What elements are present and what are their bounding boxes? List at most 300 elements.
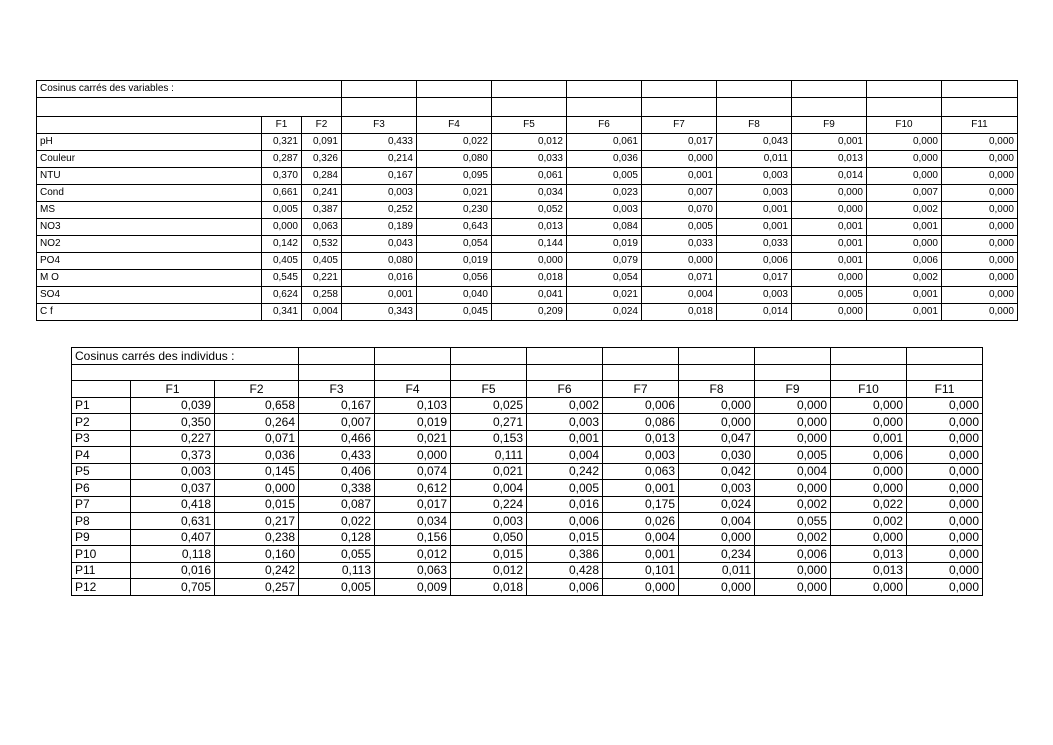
value-cell: 0,000 [375,447,451,464]
table-row [37,270,1018,287]
value-cell: 0,001 [792,253,867,270]
value-cell: 0,005 [262,202,302,219]
value-cell: 0,079 [567,253,642,270]
value-cell: 0,055 [755,513,831,530]
value-cell: 0,189 [342,219,417,236]
value-cell: 0,003 [342,185,417,202]
value-cell: 0,101 [603,562,679,579]
value-cell: 0,080 [342,253,417,270]
empty-cell [342,81,417,98]
value-cell: 0,433 [299,447,375,464]
value-cell: 0,006 [867,253,942,270]
value-cell: 0,061 [492,168,567,185]
value-cell: 0,007 [299,414,375,431]
value-cell: 0,000 [831,397,907,414]
empty-cell [527,364,603,381]
title-row [37,81,1018,98]
value-cell: 0,034 [492,185,567,202]
table-row [72,562,983,579]
value-cell: 0,002 [867,202,942,219]
row-label: P11 [72,562,131,579]
title-row [72,348,983,365]
value-cell: 0,012 [451,562,527,579]
value-cell: 0,631 [131,513,215,530]
table-row [72,496,983,513]
value-cell: 0,061 [567,134,642,151]
value-cell: 0,022 [299,513,375,530]
value-cell: 0,014 [717,304,792,321]
column-header: F5 [492,117,567,134]
value-cell: 0,002 [755,496,831,513]
table-row [37,134,1018,151]
row-label: P1 [72,397,131,414]
value-cell: 0,407 [131,529,215,546]
value-cell: 0,026 [603,513,679,530]
value-cell: 0,001 [717,219,792,236]
value-cell: 0,209 [492,304,567,321]
value-cell: 0,000 [755,430,831,447]
value-cell: 0,015 [527,529,603,546]
value-cell: 0,221 [302,270,342,287]
value-cell: 0,022 [831,496,907,513]
value-cell: 0,042 [679,463,755,480]
empty-cell [417,98,492,117]
empty-cell [603,348,679,365]
value-cell: 0,070 [642,202,717,219]
row-label: P6 [72,480,131,497]
value-cell: 0,040 [417,287,492,304]
value-cell: 0,006 [527,579,603,596]
empty-cell [342,98,417,117]
value-cell: 0,018 [451,579,527,596]
empty-cell [451,364,527,381]
value-cell: 0,000 [679,529,755,546]
value-cell: 0,047 [679,430,755,447]
value-cell: 0,015 [451,546,527,563]
value-cell: 0,018 [642,304,717,321]
column-header: F8 [679,381,755,398]
value-cell: 0,000 [907,529,983,546]
column-header: F3 [299,381,375,398]
value-cell: 0,214 [342,151,417,168]
value-cell: 0,167 [299,397,375,414]
row-label: MS [37,202,262,219]
value-cell: 0,003 [451,513,527,530]
value-cell: 0,080 [417,151,492,168]
table-row [37,287,1018,304]
value-cell: 0,091 [302,134,342,151]
value-cell: 0,612 [375,480,451,497]
value-cell: 0,241 [302,185,342,202]
value-cell: 0,063 [603,463,679,480]
value-cell: 0,055 [299,546,375,563]
empty-cell [299,348,375,365]
value-cell: 0,001 [642,168,717,185]
value-cell: 0,001 [792,236,867,253]
value-cell: 0,033 [492,151,567,168]
empty-cell [492,81,567,98]
value-cell: 0,258 [302,287,342,304]
header-row [72,381,983,398]
value-cell: 0,000 [867,168,942,185]
value-cell: 0,350 [131,414,215,431]
column-header: F5 [451,381,527,398]
value-cell: 0,054 [567,270,642,287]
value-cell: 0,000 [262,219,302,236]
empty-cell [642,81,717,98]
empty-cell [603,364,679,381]
value-cell: 0,013 [492,219,567,236]
value-cell: 0,017 [717,270,792,287]
row-label: P10 [72,546,131,563]
value-cell: 0,000 [942,219,1018,236]
value-cell: 0,000 [679,414,755,431]
value-cell: 0,023 [567,185,642,202]
row-label: P4 [72,447,131,464]
value-cell: 0,034 [375,513,451,530]
value-cell: 0,103 [375,397,451,414]
table-title: Cosinus carrés des individus : [72,348,299,365]
value-cell: 0,326 [302,151,342,168]
value-cell: 0,000 [831,414,907,431]
value-cell: 0,006 [831,447,907,464]
row-label: SO4 [37,287,262,304]
value-cell: 0,000 [831,463,907,480]
value-cell: 0,433 [342,134,417,151]
value-cell: 0,005 [527,480,603,497]
value-cell: 0,036 [215,447,299,464]
value-cell: 0,000 [492,253,567,270]
value-cell: 0,003 [717,287,792,304]
value-cell: 0,004 [302,304,342,321]
empty-cell [527,348,603,365]
value-cell: 0,043 [342,236,417,253]
value-cell: 0,000 [907,480,983,497]
value-cell: 0,000 [642,151,717,168]
value-cell: 0,001 [792,219,867,236]
value-cell: 0,113 [299,562,375,579]
value-cell: 0,013 [831,562,907,579]
value-cell: 0,000 [942,185,1018,202]
table-row [72,546,983,563]
row-label: Cond [37,185,262,202]
column-header: F6 [567,117,642,134]
value-cell: 0,227 [131,430,215,447]
value-cell: 0,003 [679,480,755,497]
value-cell: 0,001 [527,430,603,447]
empty-cell [907,348,983,365]
value-cell: 0,017 [375,496,451,513]
value-cell: 0,373 [131,447,215,464]
row-label: P3 [72,430,131,447]
value-cell: 0,005 [642,219,717,236]
column-header: F11 [907,381,983,398]
value-cell: 0,144 [492,236,567,253]
value-cell: 0,004 [603,529,679,546]
spacer-row [37,98,1018,117]
column-header: F10 [867,117,942,134]
row-label: NTU [37,168,262,185]
corner-cell [37,117,262,134]
value-cell: 0,406 [299,463,375,480]
value-cell: 0,095 [417,168,492,185]
empty-cell [717,81,792,98]
value-cell: 0,252 [342,202,417,219]
value-cell: 0,000 [907,546,983,563]
value-cell: 0,000 [679,579,755,596]
value-cell: 0,045 [417,304,492,321]
value-cell: 0,071 [642,270,717,287]
value-cell: 0,003 [131,463,215,480]
value-cell: 0,001 [603,546,679,563]
empty-cell [867,81,942,98]
value-cell: 0,000 [792,304,867,321]
value-cell: 0,003 [717,168,792,185]
column-header: F7 [642,117,717,134]
value-cell: 0,643 [417,219,492,236]
table-row [72,397,983,414]
column-header: F1 [131,381,215,398]
value-cell: 0,264 [215,414,299,431]
value-cell: 0,284 [302,168,342,185]
value-cell: 0,000 [942,253,1018,270]
value-cell: 0,011 [717,151,792,168]
table-row [72,463,983,480]
value-cell: 0,003 [603,447,679,464]
value-cell: 0,000 [867,151,942,168]
row-label: pH [37,134,262,151]
value-cell: 0,000 [907,430,983,447]
row-label: NO3 [37,219,262,236]
table-row [37,253,1018,270]
value-cell: 0,000 [907,463,983,480]
value-cell: 0,224 [451,496,527,513]
value-cell: 0,087 [299,496,375,513]
empty-cell [642,98,717,117]
value-cell: 0,001 [831,430,907,447]
table-row [72,414,983,431]
value-cell: 0,000 [942,287,1018,304]
value-cell: 0,006 [717,253,792,270]
empty-cell [717,98,792,117]
empty-cell [492,98,567,117]
value-cell: 0,012 [492,134,567,151]
value-cell: 0,000 [867,134,942,151]
row-label: P7 [72,496,131,513]
value-cell: 0,001 [867,304,942,321]
value-cell: 0,001 [342,287,417,304]
value-cell: 0,000 [942,134,1018,151]
value-cell: 0,000 [792,270,867,287]
value-cell: 0,405 [262,253,302,270]
value-cell: 0,013 [792,151,867,168]
value-cell: 0,000 [755,579,831,596]
table-title: Cosinus carrés des variables : [37,81,342,98]
table-row [37,168,1018,185]
table-row [72,447,983,464]
value-cell: 0,013 [603,430,679,447]
table-row [72,529,983,546]
value-cell: 0,015 [215,496,299,513]
column-header: F1 [262,117,302,134]
value-cell: 0,000 [907,562,983,579]
value-cell: 0,111 [451,447,527,464]
value-cell: 0,257 [215,579,299,596]
value-cell: 0,021 [567,287,642,304]
table-row [37,219,1018,236]
value-cell: 0,217 [215,513,299,530]
spacer-row [72,364,983,381]
value-cell: 0,021 [417,185,492,202]
corner-cell [72,381,131,398]
value-cell: 0,000 [831,480,907,497]
empty-cell [792,81,867,98]
value-cell: 0,370 [262,168,302,185]
value-cell: 0,037 [131,480,215,497]
value-cell: 0,000 [792,185,867,202]
value-cell: 0,052 [492,202,567,219]
value-cell: 0,466 [299,430,375,447]
value-cell: 0,000 [942,168,1018,185]
empty-cell [72,364,299,381]
empty-cell [417,81,492,98]
value-cell: 0,142 [262,236,302,253]
value-cell: 0,000 [831,579,907,596]
value-cell: 0,018 [492,270,567,287]
empty-cell [831,364,907,381]
row-label: M O [37,270,262,287]
value-cell: 0,545 [262,270,302,287]
value-cell: 0,016 [131,562,215,579]
value-cell: 0,338 [299,480,375,497]
value-cell: 0,000 [942,270,1018,287]
value-cell: 0,405 [302,253,342,270]
empty-cell [907,364,983,381]
value-cell: 0,287 [262,151,302,168]
column-header: F3 [342,117,417,134]
value-cell: 0,000 [755,562,831,579]
value-cell: 0,021 [375,430,451,447]
value-cell: 0,005 [792,287,867,304]
value-cell: 0,001 [717,202,792,219]
value-cell: 0,074 [375,463,451,480]
empty-cell [792,98,867,117]
value-cell: 0,000 [867,236,942,253]
value-cell: 0,017 [642,134,717,151]
empty-cell [755,348,831,365]
column-header: F8 [717,117,792,134]
value-cell: 0,418 [131,496,215,513]
value-cell: 0,118 [131,546,215,563]
table-row [72,480,983,497]
empty-cell [375,348,451,365]
value-cell: 0,002 [527,397,603,414]
table-row [72,579,983,596]
value-cell: 0,153 [451,430,527,447]
table-row [72,513,983,530]
column-header: F2 [215,381,299,398]
value-cell: 0,242 [527,463,603,480]
row-label: C f [37,304,262,321]
value-cell: 0,242 [215,562,299,579]
value-cell: 0,000 [942,202,1018,219]
value-cell: 0,016 [527,496,603,513]
row-label: P12 [72,579,131,596]
value-cell: 0,000 [942,151,1018,168]
value-cell: 0,167 [342,168,417,185]
row-label: NO2 [37,236,262,253]
row-label: Couleur [37,151,262,168]
row-label: P2 [72,414,131,431]
value-cell: 0,033 [642,236,717,253]
table-row [37,236,1018,253]
table-row [37,202,1018,219]
empty-cell [679,364,755,381]
value-cell: 0,000 [942,236,1018,253]
value-cell: 0,000 [642,253,717,270]
value-cell: 0,013 [831,546,907,563]
value-cell: 0,003 [527,414,603,431]
value-cell: 0,000 [942,304,1018,321]
value-cell: 0,007 [867,185,942,202]
value-cell: 0,024 [567,304,642,321]
individuals-cos2-table [71,347,983,596]
empty-cell [567,98,642,117]
empty-cell [37,98,342,117]
value-cell: 0,063 [375,562,451,579]
value-cell: 0,041 [492,287,567,304]
value-cell: 0,000 [603,579,679,596]
empty-cell [451,348,527,365]
table-row [37,304,1018,321]
row-label: P5 [72,463,131,480]
column-header: F10 [831,381,907,398]
empty-cell [679,348,755,365]
table-row [72,430,983,447]
row-label: PO4 [37,253,262,270]
value-cell: 0,658 [215,397,299,414]
value-cell: 0,002 [831,513,907,530]
value-cell: 0,086 [603,414,679,431]
value-cell: 0,271 [451,414,527,431]
column-header: F9 [792,117,867,134]
value-cell: 0,000 [907,496,983,513]
value-cell: 0,001 [603,480,679,497]
value-cell: 0,002 [755,529,831,546]
value-cell: 0,084 [567,219,642,236]
empty-cell [375,364,451,381]
value-cell: 0,039 [131,397,215,414]
empty-cell [831,348,907,365]
value-cell: 0,428 [527,562,603,579]
value-cell: 0,160 [215,546,299,563]
value-cell: 0,234 [679,546,755,563]
value-cell: 0,001 [792,134,867,151]
value-cell: 0,033 [717,236,792,253]
value-cell: 0,056 [417,270,492,287]
value-cell: 0,343 [342,304,417,321]
value-cell: 0,000 [679,397,755,414]
value-cell: 0,054 [417,236,492,253]
variables-cos2-table [36,80,1018,321]
value-cell: 0,386 [527,546,603,563]
value-cell: 0,003 [567,202,642,219]
value-cell: 0,036 [567,151,642,168]
value-cell: 0,341 [262,304,302,321]
table-row [37,151,1018,168]
value-cell: 0,014 [792,168,867,185]
value-cell: 0,019 [375,414,451,431]
